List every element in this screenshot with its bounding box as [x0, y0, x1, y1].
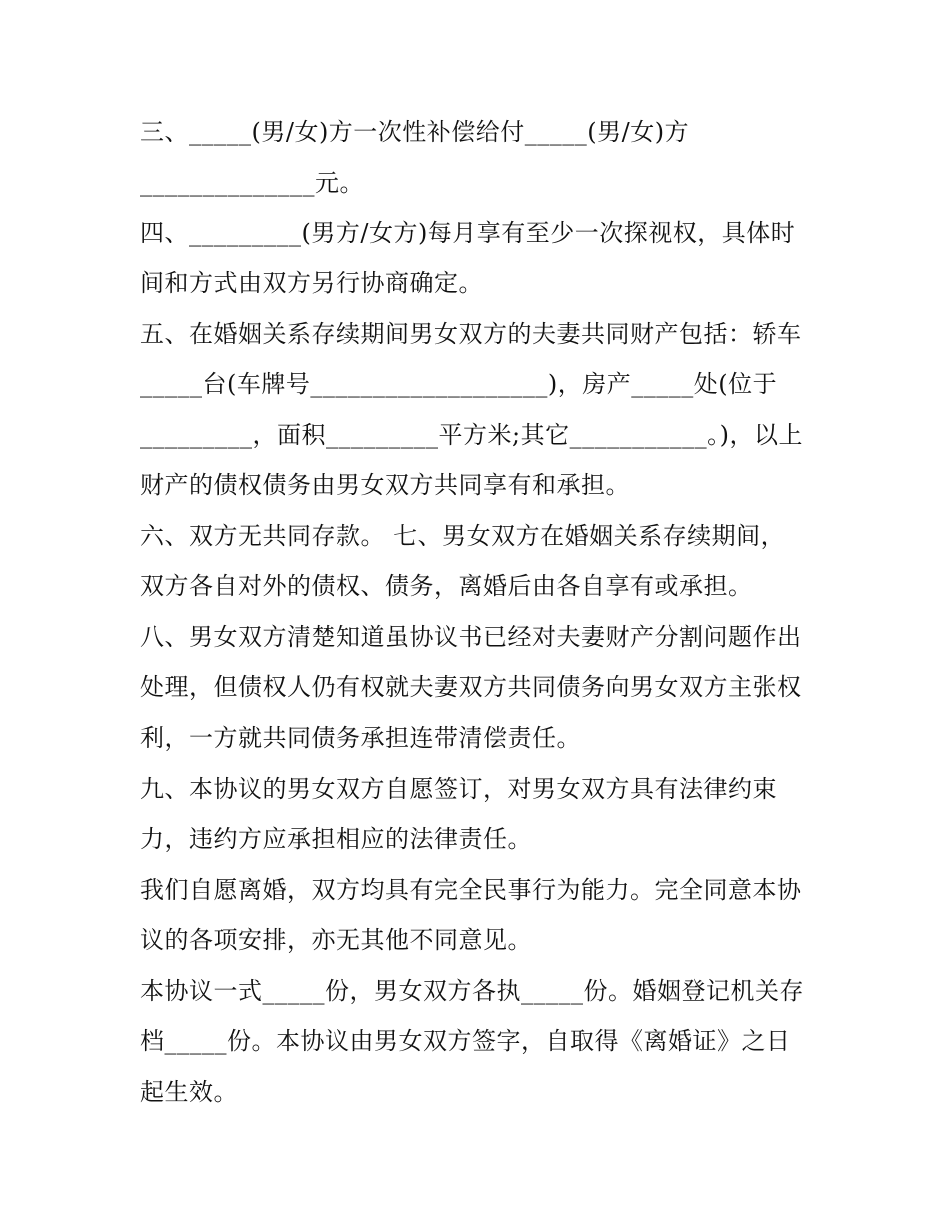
text-line: 九、本协议的男女双方自愿签订，对男女双方具有法律约束: [140, 775, 777, 803]
text-line: 四、_________(男方/女方)每月享有至少一次探视权，具体时: [140, 219, 796, 247]
text-line: 档_____份。本协议由男女双方签字，自取得《离婚证》之日: [140, 1027, 791, 1055]
text-line: 五、在婚姻关系存续期间男女双方的夫妻共同财产包括：轿车: [140, 320, 802, 348]
text-line: 处理，但债权人仍有权就夫妻双方共同债务向男女双方主张权: [140, 673, 802, 701]
text-line: ______________元。: [140, 169, 364, 197]
text-line: 利，一方就共同债务承担连带清偿责任。: [140, 724, 581, 752]
text-line: 我们自愿离婚，双方均具有完全民事行为能力。完全同意本协: [140, 876, 802, 904]
text-line: _________，面积_________平方米;其它___________。)，以上: [140, 421, 803, 449]
text-line: 议的各项安排，亦无其他不同意见。: [140, 926, 532, 954]
text-line: 财产的债权债务由男女双方共同享有和承担。: [140, 471, 630, 499]
text-line: 六、双方无共同存款。 七、男女双方在婚姻关系存续期间，: [140, 522, 786, 550]
text-line: 起生效。: [140, 1078, 238, 1106]
text-line: 双方各自对外的债权、债务，离婚后由各自享有或承担。: [140, 572, 753, 600]
text-line: _____台(车牌号___________________)，房产_____处(位于: [140, 370, 778, 398]
text-line: 本协议一式_____份，男女双方各执_____份。婚姻登记机关存: [140, 977, 804, 1005]
text-line: 间和方式由双方另行协商确定。: [140, 269, 483, 297]
text-line: 三、_____(男/女)方一次性补偿给付_____(男/女)方: [140, 118, 690, 146]
text-line: 八、男女双方清楚知道虽协议书已经对夫妻财产分割问题作出: [140, 623, 802, 651]
text-line: 力，违约方应承担相应的法律责任。: [140, 825, 532, 853]
